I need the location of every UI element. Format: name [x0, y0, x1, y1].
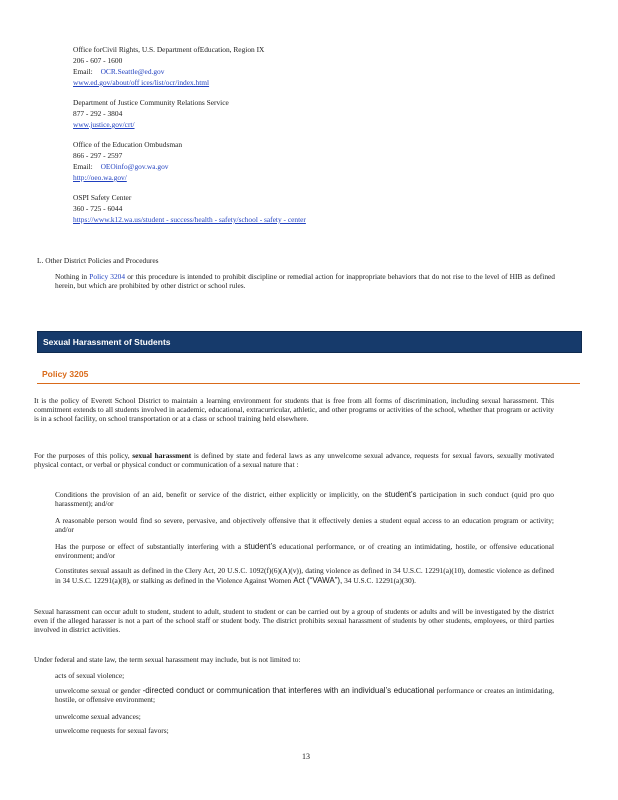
example-item: unwelcome sexual or gender -directed conduct or communication that interferes with an individual’s educational performance or creates an intimidating, hostile, or offensive environment; [55, 686, 554, 704]
contact-url-link[interactable]: https://www.k12.wa.us/student - success/health - safety/school - safety - center [73, 215, 306, 224]
example-item: unwelcome sexual advances; [55, 712, 141, 721]
contact-phone: 206 - 607 - 1600 [73, 56, 123, 65]
contact-url-link[interactable]: http://oeo.wa.gov/ [73, 173, 127, 182]
contact-name: OSPI Safety Center [73, 193, 132, 202]
contact-email-row [73, 163, 168, 172]
contact-url-link[interactable]: www.justice.gov/crt/ [73, 120, 135, 129]
paragraph-text: or this procedure is intended to prohibit discipline or remedial action for inappropriate behaviors that do not rise to the level of HIB as defined herein, but which are prohibited by other district or school rules. [55, 272, 555, 290]
paragraph-text: Nothing in [55, 272, 90, 281]
page-number: 13 [302, 752, 310, 761]
section-l-paragraph [55, 273, 555, 291]
section-heading: L. Other District Policies and Procedures [37, 256, 159, 265]
email-label: Email: [73, 67, 93, 76]
contact-name: Office forCivil Rights, U.S. Department ofEducation, Region IX [73, 45, 265, 54]
policy-label: Policy 3205 [42, 369, 89, 379]
email-label: Email: [73, 162, 93, 171]
example-item: acts of sexual violence; [55, 671, 125, 680]
contact-name: Office of the Education Ombudsman [73, 140, 183, 149]
contact-phone: 877 - 292 - 3804 [73, 109, 123, 118]
orange-divider [37, 383, 580, 384]
paragraph-text: is defined by state and federal laws as any unwelcome sexual advance, requests for sexual favors, sexually motivated physical contact, or verbal or physical conduct or communication of a sexual nature that : [34, 451, 554, 469]
defined-term: sexual harassment [132, 451, 192, 460]
condition-item: A reasonable person would find so severe, pervasive, and objectively offensive that it effectively denies a student equal access to an education program or activity; and/or [55, 516, 554, 534]
policy-link[interactable]: Policy 3204 [89, 272, 126, 281]
section-banner [37, 331, 582, 353]
condition-item: Constitutes sexual assault as defined in the Clery Act, 20 U.S.C. 1092(f)(6)(A)(v)), dating violence as defined in 34 U.S.C. 12291(a)(10), domestic violence as defined in 34 U.S.C. 12291(a)(8), or stalking as defined in the Violence Against Women Act (“VAWA”), 34 U.S.C. 12291(a)(30). [55, 566, 554, 585]
contact-url-link[interactable]: www.ed.gov/about/off ices/list/ocr/index.html [73, 78, 210, 87]
email-link[interactable]: OCR.Seattle@ed.gov [100, 67, 165, 76]
example-item: unwelcome requests for sexual favors; [55, 726, 169, 735]
contact-phone: 866 - 297 - 2597 [73, 151, 123, 160]
condition-item: Has the purpose or effect of substantially interfering with a student’s educational performance, or of creating an intimidating, hostile, or offensive educational environment; and/or [55, 542, 554, 560]
contact-phone: 360 - 725 - 6044 [73, 204, 123, 213]
condition-item: Conditions the provision of an aid, benefit or service of the district, either explicitly or implicitly, on the student’s participation in such conduct (quid pro quo harassment); and/or [55, 490, 555, 508]
banner-title: Sexual Harassment of Students [43, 337, 171, 347]
under-law-line: Under federal and state law, the term sexual harassment may include, but is not limited to: [34, 655, 301, 664]
contact-name: Department of Justice Community Relations Service [73, 98, 229, 107]
occurrence-paragraph: Sexual harassment can occur adult to student, student to adult, student to student or can be carried out by a group of students or adults and will be investigated by the district even if the alleged harasser is not a part of the school staff or student body. The district prohibits sexual harassment of students by other students, employees, or third parties involved in district activities. [34, 607, 554, 634]
intro-paragraph: It is the policy of Everett School District to maintain a learning environment for students that is free from all forms of discrimination, including sexual harassment. This commitment extends to all students involved in academic, educational, extracurricular, athletic, and other programs or activities of the school, whether that program or activity is in a school facility, on school transportation or at a class or school training held elsewhere. [34, 396, 554, 423]
definition-paragraph [34, 452, 554, 470]
email-link[interactable]: OEOinfo@gov.wa.gov [100, 162, 169, 171]
contact-email-row [73, 68, 164, 77]
paragraph-text: For the purposes of this policy, [34, 451, 133, 460]
